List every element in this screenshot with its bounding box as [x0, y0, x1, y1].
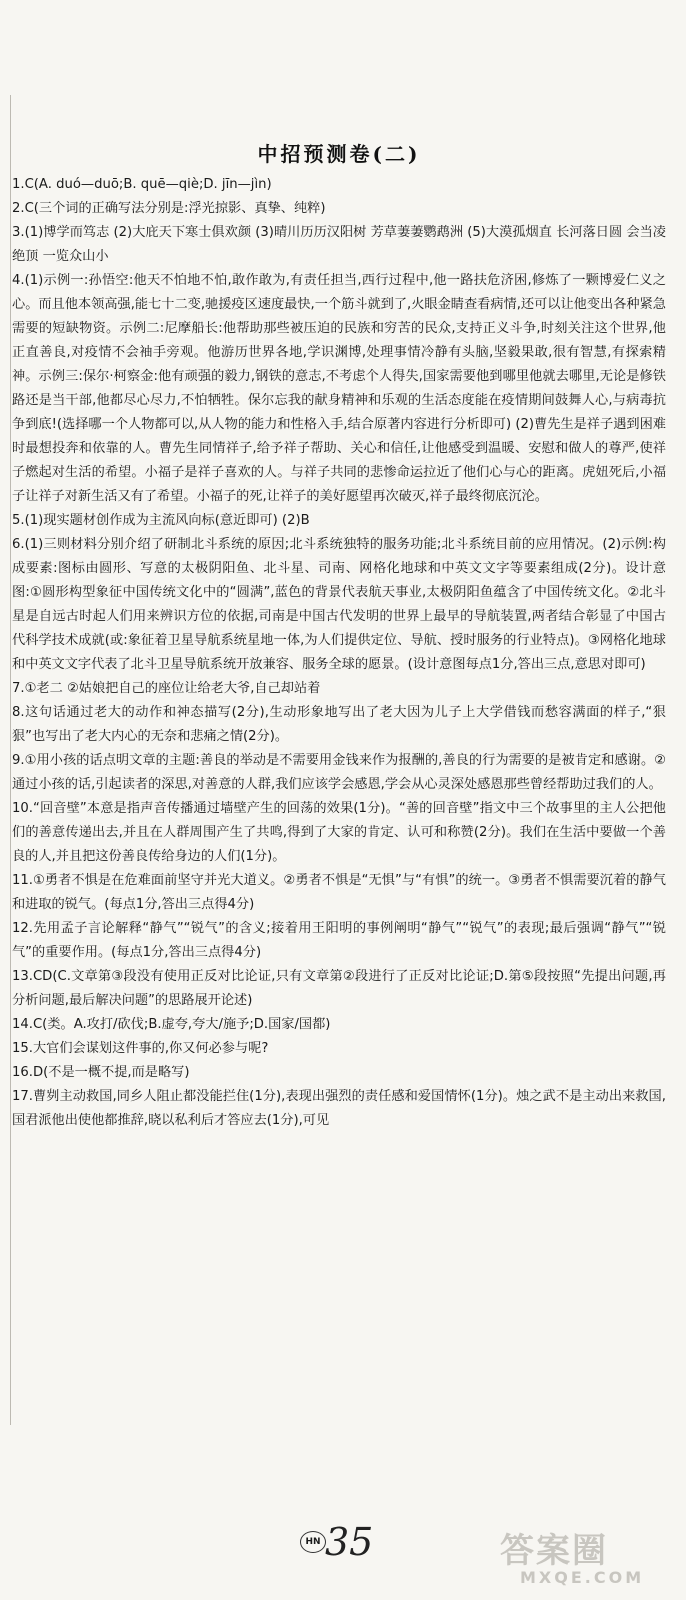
answer-item-8: 8.这句话通过老大的动作和神态描写(2分),生动形象地写出了老大因为儿子上大学借钱而愁容满面的样子,“狠狠”也写出了老大内心的无奈和悲痛之情(2分)。 [12, 705, 666, 744]
answer-item-6: 6.(1)三则材料分别介绍了研制北斗系统的原因;北斗系统独特的服务功能;北斗系统目前的应用情况。(2)示例:构成要素:图标由圆形、写意的太极阴阳鱼、北斗星、司南、网格化地球和中英文文字等要素组成(2分)。设计意图:①圆形构型象征中国传统文化中的“圆满”,蓝色的背景代表航天事业,太极阴阳鱼蕴含了中国传统文化。②北斗星是自远古时起人们用来辨识方位的依据,司南是中国古代发明的世界上最早的导航装置,两者结合彰显了中国古代科学技术成就(或:象征着卫星导航系统星地一体,为人们提供定位、导航、授时服务的行业特点)。③网格化地球和中英文文字代表了北斗卫星导航系统开放兼容、服务全球的愿景。(设计意图每点1分,答出三点,意思对即可) [12, 537, 666, 672]
answer-item-2: 2.C(三个词的正确写法分别是:浮光掠影、真挚、纯粹) [12, 201, 326, 216]
page-number: 35 [325, 1520, 374, 1564]
answer-item-17: 17.曹刿主动救国,同乡人阻止都没能拦住(1分),表现出强烈的责任感和爱国情怀(1分)。烛之武不是主动出来救国,国君派他出使他都推辞,晓以私利后才答应去(1分),可见 [12, 1089, 666, 1128]
answer-item-11: 11.①勇者不惧是在危难面前坚守并光大道义。②勇者不惧是“无惧”与“有惧”的统一。③勇者不惧需要沉着的静气和进取的锐气。(每点1分,答出三点得4分) [12, 873, 666, 912]
answer-item-3: 3.(1)博学而笃志 (2)大庇天下寒士俱欢颜 (3)晴川历历汉阳树 芳草萋萋鹦鹉洲 (5)大漠孤烟直 长河落日圆 会当凌绝顶 一览众山小 [12, 225, 666, 264]
watermark-url: MXQE.COM [520, 1568, 645, 1587]
margin-line [10, 95, 11, 1425]
answer-item-10: 10.“回音壁”本意是指声音传播通过墙壁产生的回荡的效果(1分)。“善的回音壁”指文中三个故事里的主人公把他们的善意传递出去,并且在人群周围产生了共鸣,得到了大家的肯定、认可和称赞(2分)。我们在生活中要做一个善良的人,并且把这份善良传给身边的人们(1分)。 [12, 801, 666, 864]
answer-item-15: 15.大官们会谋划这件事的,你又何必参与呢? [12, 1041, 269, 1056]
answer-item-9: 9.①用小孩的话点明文章的主题:善良的举动是不需要用金钱来作为报酬的,善良的行为需要的是被肯定和感谢。②通过小孩的话,引起读者的深思,对善意的人群,我们应该学会感恩,学会从心灵深处感恩那些曾经帮助过我们的人。 [12, 753, 666, 792]
answer-item-1: 1.C(A. duó—duō;B. quē—qiè;D. jīn—jìn) [12, 177, 272, 192]
answer-list [12, 173, 666, 1133]
answer-item-5: 5.(1)现实题材创作成为主流风向标(意近即可) (2)B [12, 513, 310, 528]
page-title: 中招预测卷(二) [257, 142, 421, 166]
page-footer [0, 1515, 686, 1595]
watermark-text: 答案圈 [500, 1531, 608, 1571]
answer-item-14: 14.C(类。A.攻打/砍伐;B.虚夸,夸大/施予;D.国家/国都) [12, 1017, 331, 1032]
answer-item-7: 7.①老二 ②姑娘把自己的座位让给老大爷,自己却站着 [12, 681, 321, 696]
watermark [500, 1523, 680, 1593]
hn-badge: HN [300, 1531, 326, 1553]
answer-item-13: 13.CD(C.文章第③段没有使用正反对比论证,只有文章第②段进行了正反对比论证;D.第⑤段按照“先提出问题,再分析问题,最后解决问题”的思路展开论述) [12, 969, 666, 1008]
answer-item-4: 4.(1)示例一:孙悟空:他天不怕地不怕,敢作敢为,有责任担当,西行过程中,他一路扶危济困,修炼了一颗博爱仁义之心。而且他本领高强,能七十二变,驰援疫区速度最快,一个筋斗就到了,火眼金睛查看病情,还可以让他变出各种紧急需要的短缺物资。示例二:尼摩船长:他帮助那些被压迫的民族和穷苦的民众,支持正义斗争,时刻关注这个世界,他正直善良,对疫情不会袖手旁观。他游历世界各地,学识渊博,处理事情冷静有头脑,坚毅果敢,很有智慧,有探索精神。示例三:保尔·柯察金:他有顽强的毅力,钢铁的意志,不考虑个人得失,国家需要他到哪里他就去哪里,无论是修铁路还是当干部,他都尽心尽力,不怕牺牲。保尔忘我的献身精神和乐观的生活态度能在疫情期间鼓舞人心,与病毒抗争到底!(选择哪一个人物都可以,从人物的能力和性格入手,结合原著内容进行分析即可) (2)曹先生是祥子遇到困难时最想投奔和依靠的人。曹先生同情祥子,给予祥子帮助、关心和信任,让他感受到温暖、安慰和做人的尊严,使祥子燃起对生活的希望。小福子是祥子喜欢的人。与祥子共同的悲惨命运拉近了他们心与心的距离。虎妞死后,小福子让祥子对新生活又有了希望。小福子的死,让祥子的美好愿望再次破灭,祥子最终彻底沉沦。 [12, 273, 666, 504]
answer-item-16: 16.D(不是一概不提,而是略写) [12, 1065, 190, 1080]
answer-item-12: 12.先用孟子言论解释“静气”“锐气”的含义;接着用王阳明的事例阐明“静气”“锐气”的表现;最后强调“静气”“锐气”的重要作用。(每点1分,答出三点得4分) [12, 921, 666, 960]
